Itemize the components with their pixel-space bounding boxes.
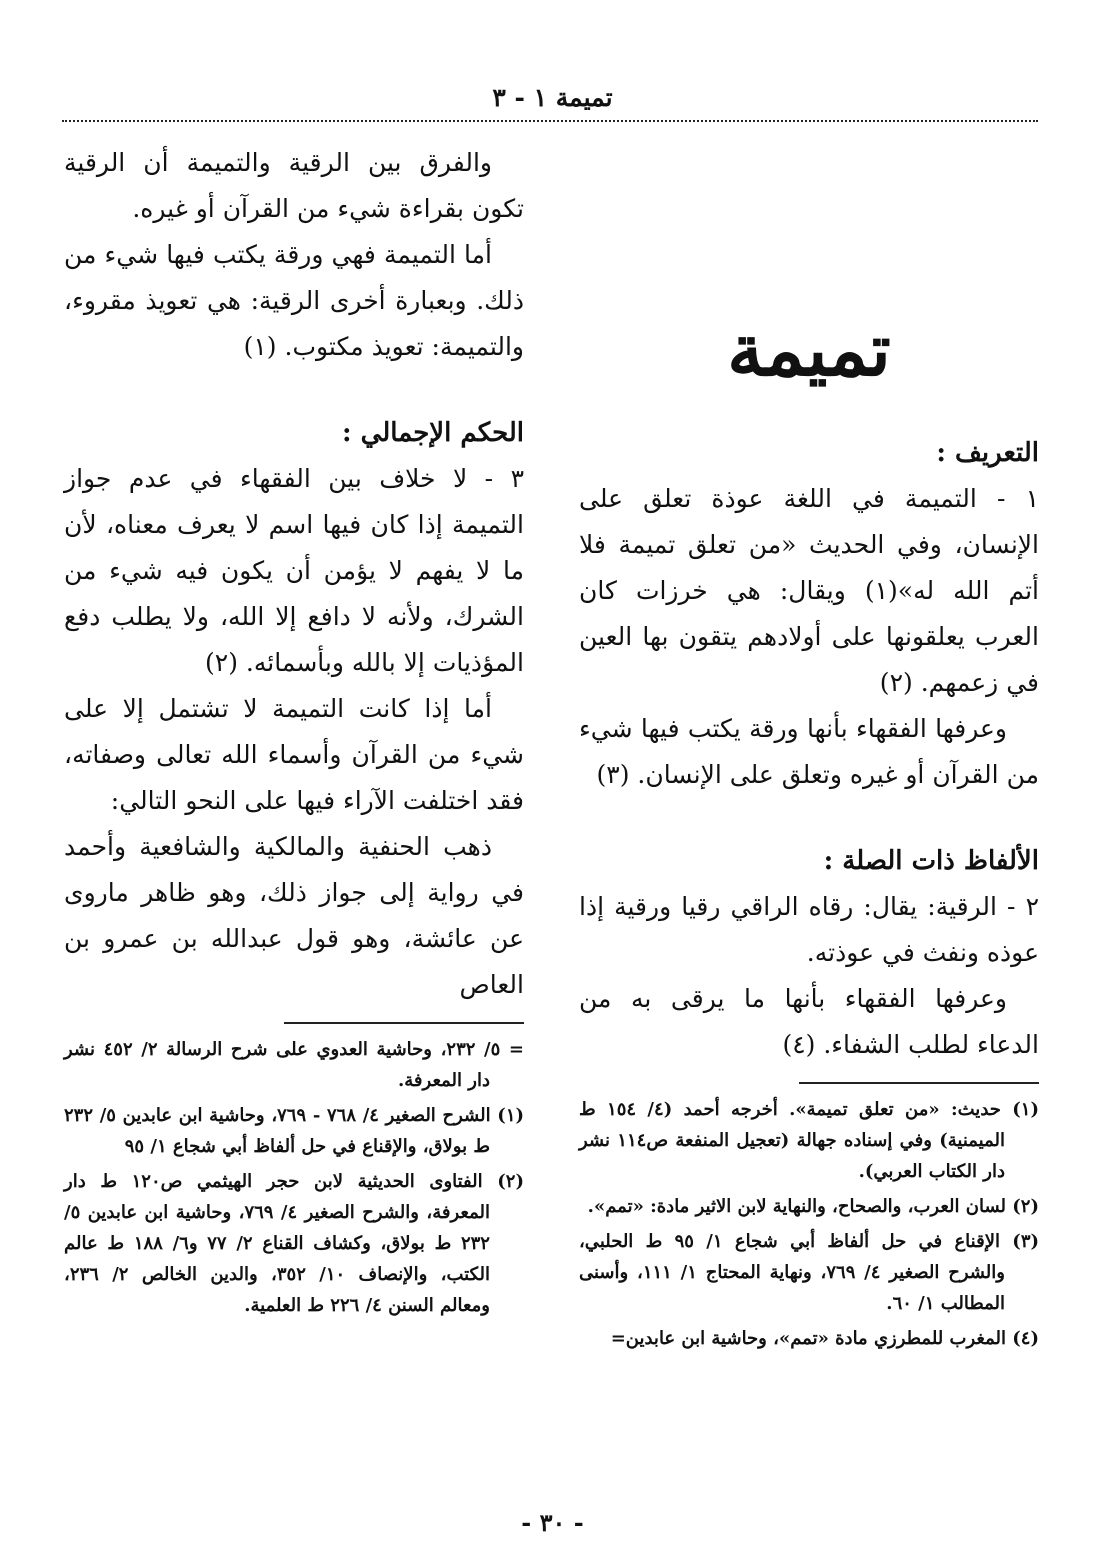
header-dotted-rule [62,120,1038,122]
jurists-definition-paragraph: وعرفها الفقهاء بأنها ورقة يكتب فيها شيء من القرآن أو غيره وتعلق على الإنسان. (٣) [579,714,1039,789]
tamima-paragraph: أما التميمة فهي ورقة يكتب فيها شيء من ذلك. وبعبارة أخرى الرقية: هي تعويذ مقروء، والتميمة: تعويذ مكتوب. (١) [64,240,524,361]
definition-paragraph: ١ - التميمة في اللغة عوذة تعلق على الإنسان، وفي الحديث «من تعلق تميمة فلا أتم الله له»(١) ويقال: هي خرزات كان العرب يعلقونها على أولادهم يتقون بها العين في زعمهم. (٢) [579,484,1040,697]
related-terms-heading: الألفاظ ذات الصلة : [823,846,1039,876]
ruqya-paragraph: ٢ - الرقية: يقال: رقاه الراقي رقيا ورقية إذا عوذه ونفث في عوذته. [579,892,1039,967]
footnote: (٢) لسان العرب، والصحاح، والنهاية لابن الاثير مادة: «تمم». [587,1196,1039,1217]
footnote: = ٥/ ٢٣٢، وحاشية العدوي على شرح الرسالة ٢/ ٤٥٢ نشر دار المعرفة. [64,1039,525,1091]
footnote: (٣) الإقناع في حل ألفاظ أبي شجاع ١/ ٩٥ ط الحلبي، والشرح الصغير ٤/ ٧٦٩، ونهاية المحتاج ١/ ١١١، وأسنى المطالب ١/ ٦٠. [579,1231,1040,1314]
quran-tamima-paragraph: أما إذا كانت التميمة لا تشتمل إلا على شيء من القرآن وأسماء الله تعالى وصفاته، فقد اختلفت الآراء فيها على النحو التالي: [64,694,524,815]
entry-title: تميمة [727,307,891,392]
left-column [64,140,524,1325]
right-footnotes [579,1094,1039,1354]
footnote-rule [799,1082,1039,1084]
footnote: (٤) المغرب للمطرزي مادة «تمم»، وحاشية ابن عابدين= [610,1328,1039,1349]
ruqya-definition-paragraph: وعرفها الفقهاء بأنها ما يرقى به من الدعاء لطلب الشفاء. (٤) [579,984,1039,1059]
right-column [579,140,1039,1358]
page-number: - ٣٠ - [521,1508,584,1537]
running-head: تميمة ١ - ٣ [492,83,613,112]
ruling-paragraph: ٣ - لا خلاف بين الفقهاء في عدم جواز التميمة إذا كان فيها اسم لا يعرف معناه، لأن ما لا يفهم لا يؤمن أن يكون فيه شيء من الشرك، ولأنه لا دافع إلا الله، ولا يطلب دفع المؤذيات إلا بالله وبأسمائه. (٢) [64,464,524,677]
footnote-rule [284,1022,524,1024]
footnote: (١) الشرح الصغير ٤/ ٧٦٨ - ٧٦٩، وحاشية ابن عابدين ٥/ ٢٣٢ ط بولاق، والإقناع في حل ألفاظ أبي شجاع ١/ ٩٥ [64,1105,525,1157]
definition-heading: التعريف : [936,438,1039,468]
general-ruling-heading: الحكم الإجمالي : [342,418,524,448]
footnote: (٢) الفتاوى الحديثية لابن حجر الهيثمي ص١٢٠ ط دار المعرفة، والشرح الصغير ٤/ ٧٦٩، وحاشية ابن عابدين ٥/ ٢٣٢ ط بولاق، وكشاف القناع ٢/ ٧٧ و٦/ ١٨٨ ط عالم الكتب، والإنصاف ١٠/ ٣٥٢، والدين الخالص ٢/ ٢٣٦، ومعالم السنن ٤/ ٢٢٦ ط العلمية. [64,1171,524,1316]
footnote: (١) حديث: «من تعلق تميمة». أخرجه أحمد (٤/ ١٥٤ ط الميمنية) وفي إسناده جهالة (تعجيل المنفعة ص١١٤ نشر دار الكتاب العربي). [579,1099,1039,1182]
difference-paragraph: والفرق بين الرقية والتميمة أن الرقية تكون بقراءة شيء من القرآن أو غيره. [64,148,524,223]
schools-opinion-paragraph: ذهب الحنفية والمالكية والشافعية وأحمد في رواية إلى جواز ذلك، وهو ظاهر ماروى عن عائشة، وهو قول عبدالله بن عمرو بن العاص [64,832,524,999]
left-footnotes [64,1034,524,1321]
